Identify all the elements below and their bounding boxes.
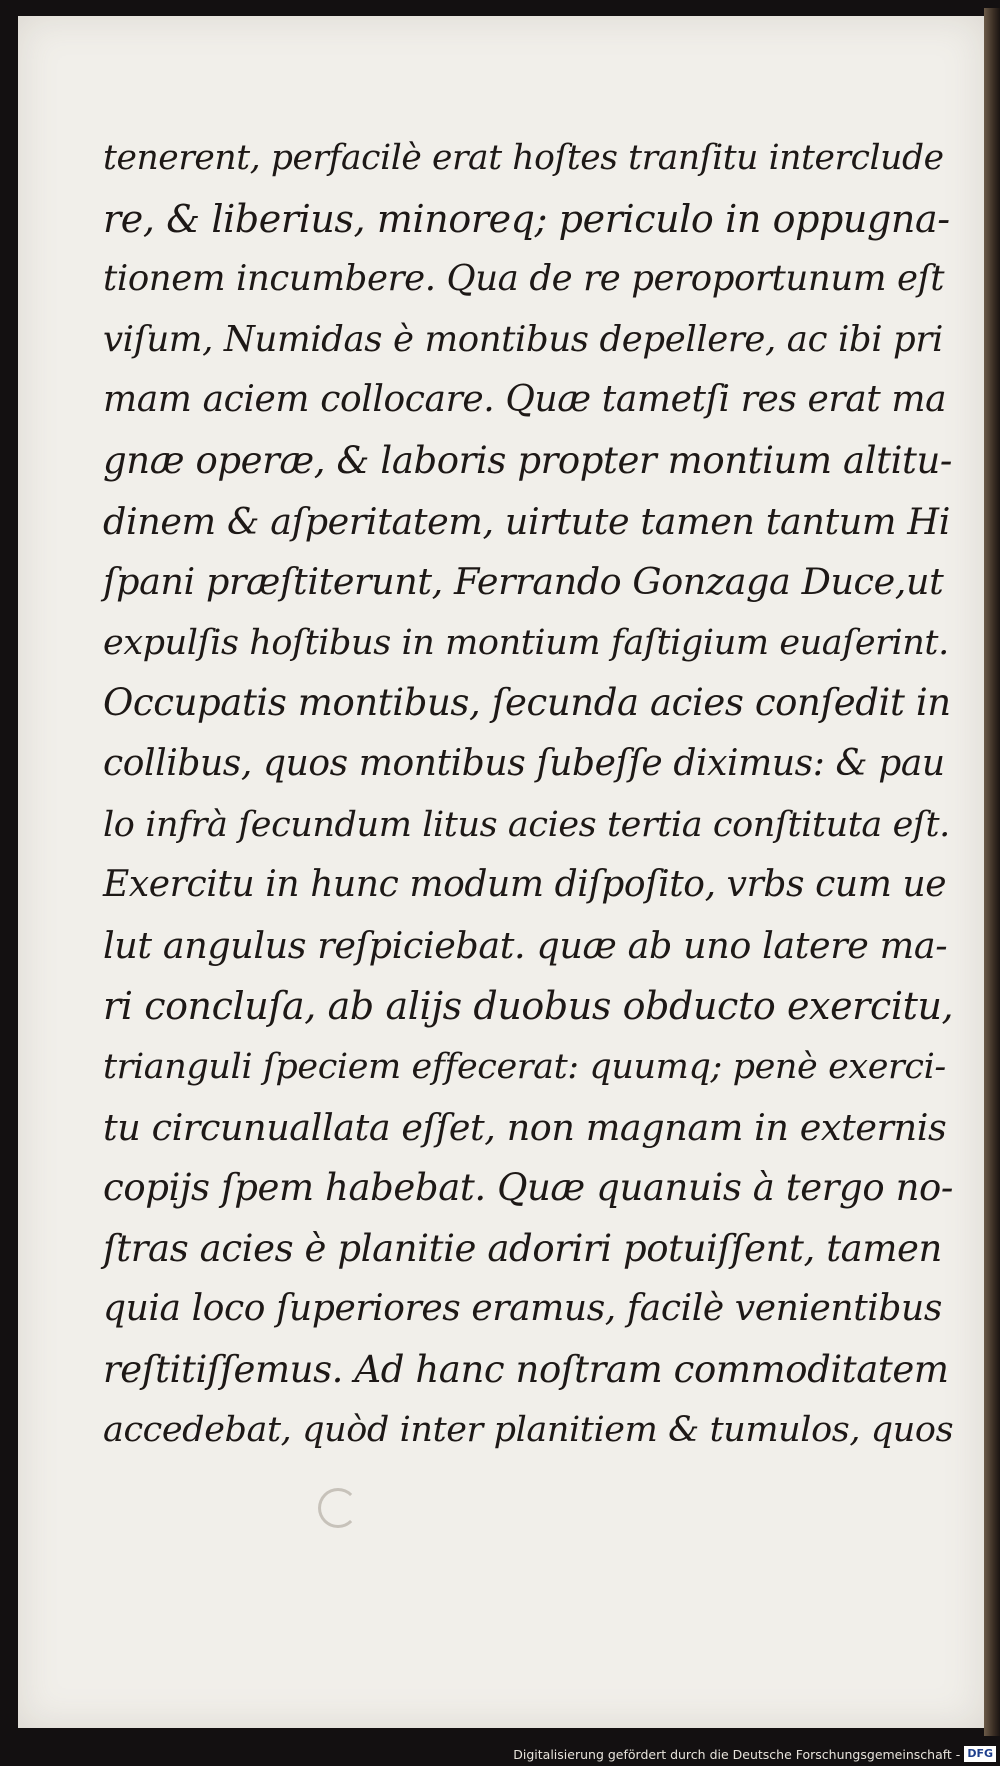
text-line: mam aciem collocare. Quæ tametſi res erat ma <box>103 379 947 421</box>
text-line: tionem incumbere. Qua de re peroportunum eſt <box>103 258 945 300</box>
text-line: Exercitu in hunc modum diſpoſito, vrbs cum ue <box>103 864 947 906</box>
text-line: viſum, Numidas è montibus depellere, ac ibi pri <box>103 318 943 360</box>
text-line: ſtras acies è planitie adoriri potuiſſent, tamen <box>103 1226 942 1270</box>
text-line: tenerent, perfacilè erat hoſtes tranſitu interclude <box>103 138 944 178</box>
text-line: copijs ſpem habebat. Quæ quanuis à tergo no- <box>103 1166 953 1210</box>
text-line: quia loco ſuperiores eramus, facilè venientibus <box>103 1288 942 1330</box>
page-edge <box>984 8 1000 1736</box>
text-line: Occupatis montibus, ſecunda acies conſedit in <box>103 681 951 725</box>
text-line: dinem & aſperitatem, uirtute tamen tantum Hi <box>103 499 950 543</box>
text-line: accedebat, quòd inter planitiem & tumulos, quos <box>103 1410 954 1451</box>
text-line: lut angulus reſpiciebat. quæ ab uno latere ma- <box>103 923 948 967</box>
text-line: trianguli ſpeciem effecerat: quumq; penè exerci- <box>103 1046 946 1087</box>
text-line: re, & liberius, minoreq; periculo in oppugna- <box>103 196 950 241</box>
footer-credit: Digitalisierung gefördert durch die Deutsche Forschungsgemeinschaft - <box>513 1746 961 1762</box>
ink-smudge <box>318 1488 358 1528</box>
text-line: collibus, quos montibus ſubeſſe diximus: & pau <box>103 742 945 784</box>
text-line: gnæ operæ, & laboris propter montium altitu- <box>103 438 953 482</box>
text-line: tu circunuallata eſſet, non magnam in externis <box>103 1105 947 1149</box>
page-text <box>103 128 954 1461</box>
text-line: expulſis hoſtibus in montium faſtigium euaſerint. <box>103 622 949 663</box>
text-line: ri concluſa, ab alijs duobus obducto exercitu, <box>103 984 954 1029</box>
digitization-footer <box>513 1745 996 1763</box>
text-line: ſpani præſtiterunt, Ferrando Gonzaga Duce,ut <box>103 560 944 604</box>
text-line: reſtitiſſemus. Ad hanc noſtram commoditatem <box>103 1347 949 1391</box>
text-line: lo infrà ſecundum litus acies tertia conſtituta eſt. <box>103 804 950 845</box>
dfg-logo: DFG <box>964 1746 996 1762</box>
